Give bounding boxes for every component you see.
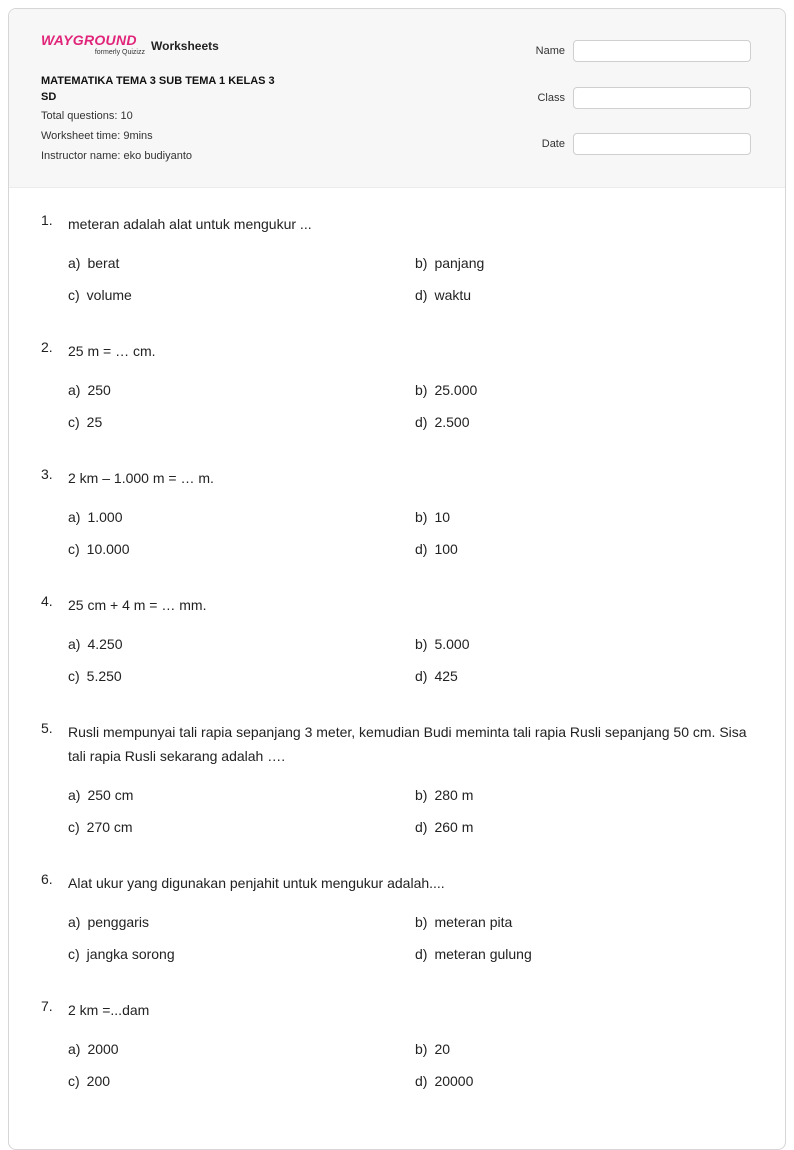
question-number: 7. — [41, 998, 53, 1014]
option-letter: b) — [415, 787, 428, 803]
question-text: 2 km – 1.000 m = … m. — [68, 470, 214, 486]
name-input[interactable] — [573, 40, 751, 62]
question-text: 25 cm + 4 m = … mm. — [68, 597, 207, 613]
option-letter: a) — [68, 255, 81, 271]
option-text: 10 — [434, 509, 451, 525]
question-number: 1. — [41, 212, 53, 228]
option-letter: c) — [68, 414, 80, 430]
option-b — [415, 255, 484, 271]
option-text: 280 m — [434, 787, 474, 803]
option-letter: c) — [68, 1073, 80, 1089]
option-letter: c) — [68, 819, 80, 835]
question-text: 2 km =...dam — [68, 1002, 150, 1018]
option-text: panjang — [434, 255, 485, 271]
option-c — [68, 668, 122, 684]
option-text: 1.000 — [87, 509, 123, 525]
option-text: 425 — [434, 668, 458, 684]
option-letter: c) — [68, 946, 80, 962]
option-text: 25 — [86, 414, 103, 430]
option-c — [68, 414, 102, 430]
option-letter: b) — [415, 914, 428, 930]
option-letter: b) — [415, 1041, 428, 1057]
option-letter: a) — [68, 787, 81, 803]
option-d — [415, 668, 458, 684]
name-label: Name — [535, 45, 565, 57]
option-letter: d) — [415, 287, 428, 303]
option-letter: a) — [68, 636, 81, 652]
option-b — [415, 787, 473, 803]
option-a — [68, 636, 123, 652]
option-d — [415, 541, 458, 557]
option-a — [68, 382, 111, 398]
date-label: Date — [541, 138, 565, 150]
option-text: penggaris — [87, 914, 149, 930]
option-text: 2000 — [87, 1041, 119, 1057]
option-letter: d) — [415, 819, 428, 835]
option-c — [68, 946, 175, 962]
instructor-name: Instructor name: eko budiyanto — [41, 150, 193, 162]
option-letter: d) — [415, 414, 428, 430]
option-text: 250 cm — [87, 787, 134, 803]
option-a — [68, 255, 119, 271]
option-b — [415, 1041, 450, 1057]
option-c — [68, 287, 132, 303]
option-c — [68, 819, 133, 835]
option-text: 25.000 — [434, 382, 478, 398]
option-letter: d) — [415, 541, 428, 557]
question-text: meteran adalah alat untuk mengukur ... — [68, 216, 312, 232]
option-letter: a) — [68, 914, 81, 930]
option-text: 20 — [434, 1041, 451, 1057]
option-b — [415, 914, 512, 930]
option-letter: c) — [68, 668, 80, 684]
option-letter: b) — [415, 509, 428, 525]
class-row — [499, 87, 751, 109]
option-text: 250 — [87, 382, 111, 398]
option-text: berat — [87, 255, 120, 271]
option-text: 200 — [86, 1073, 111, 1089]
section-label: Worksheets — [151, 39, 219, 53]
wayground-logo — [41, 33, 145, 58]
worksheet-header — [9, 9, 785, 188]
date-input[interactable] — [573, 133, 751, 155]
option-letter: a) — [68, 1041, 81, 1057]
option-letter: b) — [415, 636, 428, 652]
option-letter: a) — [68, 509, 81, 525]
total-questions: Total questions: 10 — [41, 110, 133, 122]
option-letter: c) — [68, 287, 80, 303]
option-d — [415, 819, 473, 835]
date-row — [499, 133, 751, 155]
option-text: 5.000 — [434, 636, 470, 652]
question-number: 4. — [41, 593, 53, 609]
option-b — [415, 636, 470, 652]
option-text: jangka sorong — [86, 946, 175, 962]
logo-subtext: formerly Quizizz — [94, 49, 145, 56]
option-text: 100 — [434, 541, 458, 557]
logo-text: WAYGROUND — [41, 32, 137, 48]
option-letter: a) — [68, 382, 81, 398]
option-b — [415, 382, 477, 398]
question-number: 5. — [41, 720, 53, 736]
option-letter: b) — [415, 255, 428, 271]
option-b — [415, 509, 450, 525]
option-d — [415, 287, 471, 303]
worksheet-time: Worksheet time: 9mins — [41, 130, 153, 142]
option-text: waktu — [434, 287, 472, 303]
option-text: volume — [86, 287, 132, 303]
option-letter: d) — [415, 1073, 428, 1089]
option-a — [68, 1041, 119, 1057]
option-text: meteran gulung — [434, 946, 532, 962]
name-row — [499, 40, 751, 62]
worksheet-page — [8, 8, 786, 1150]
option-text: 270 cm — [86, 819, 133, 835]
option-letter: d) — [415, 946, 428, 962]
option-c — [68, 541, 130, 557]
question-number: 3. — [41, 466, 53, 482]
question-number: 2. — [41, 339, 53, 355]
option-text: 4.250 — [87, 636, 123, 652]
option-d — [415, 414, 470, 430]
question-text: Alat ukur yang digunakan penjahit untuk mengukur adalah.... — [68, 875, 445, 891]
option-letter: c) — [68, 541, 80, 557]
option-text: meteran pita — [434, 914, 513, 930]
option-letter: d) — [415, 668, 428, 684]
class-input[interactable] — [573, 87, 751, 109]
option-text: 2.500 — [434, 414, 470, 430]
question-text: 25 m = … cm. — [68, 343, 156, 359]
class-label: Class — [537, 92, 565, 104]
question-text: Rusli mempunyai tali rapia sepanjang 3 meter, kemudian Budi meminta tali rapia Rusli sepanjang 50 cm. Sisa tali rapia Rusli sekarang adalah …. — [68, 724, 747, 764]
option-d — [415, 1073, 473, 1089]
option-d — [415, 946, 532, 962]
option-text: 5.250 — [86, 668, 122, 684]
option-text: 260 m — [434, 819, 474, 835]
option-a — [68, 787, 133, 803]
question-number: 6. — [41, 871, 53, 887]
option-a — [68, 914, 149, 930]
option-text: 20000 — [434, 1073, 474, 1089]
worksheet-title: MATEMATIKA TEMA 3 SUB TEMA 1 KELAS 3 SD — [41, 75, 275, 103]
option-a — [68, 509, 123, 525]
option-text: 10.000 — [86, 541, 130, 557]
option-c — [68, 1073, 110, 1089]
option-letter: b) — [415, 382, 428, 398]
brand — [41, 33, 219, 58]
